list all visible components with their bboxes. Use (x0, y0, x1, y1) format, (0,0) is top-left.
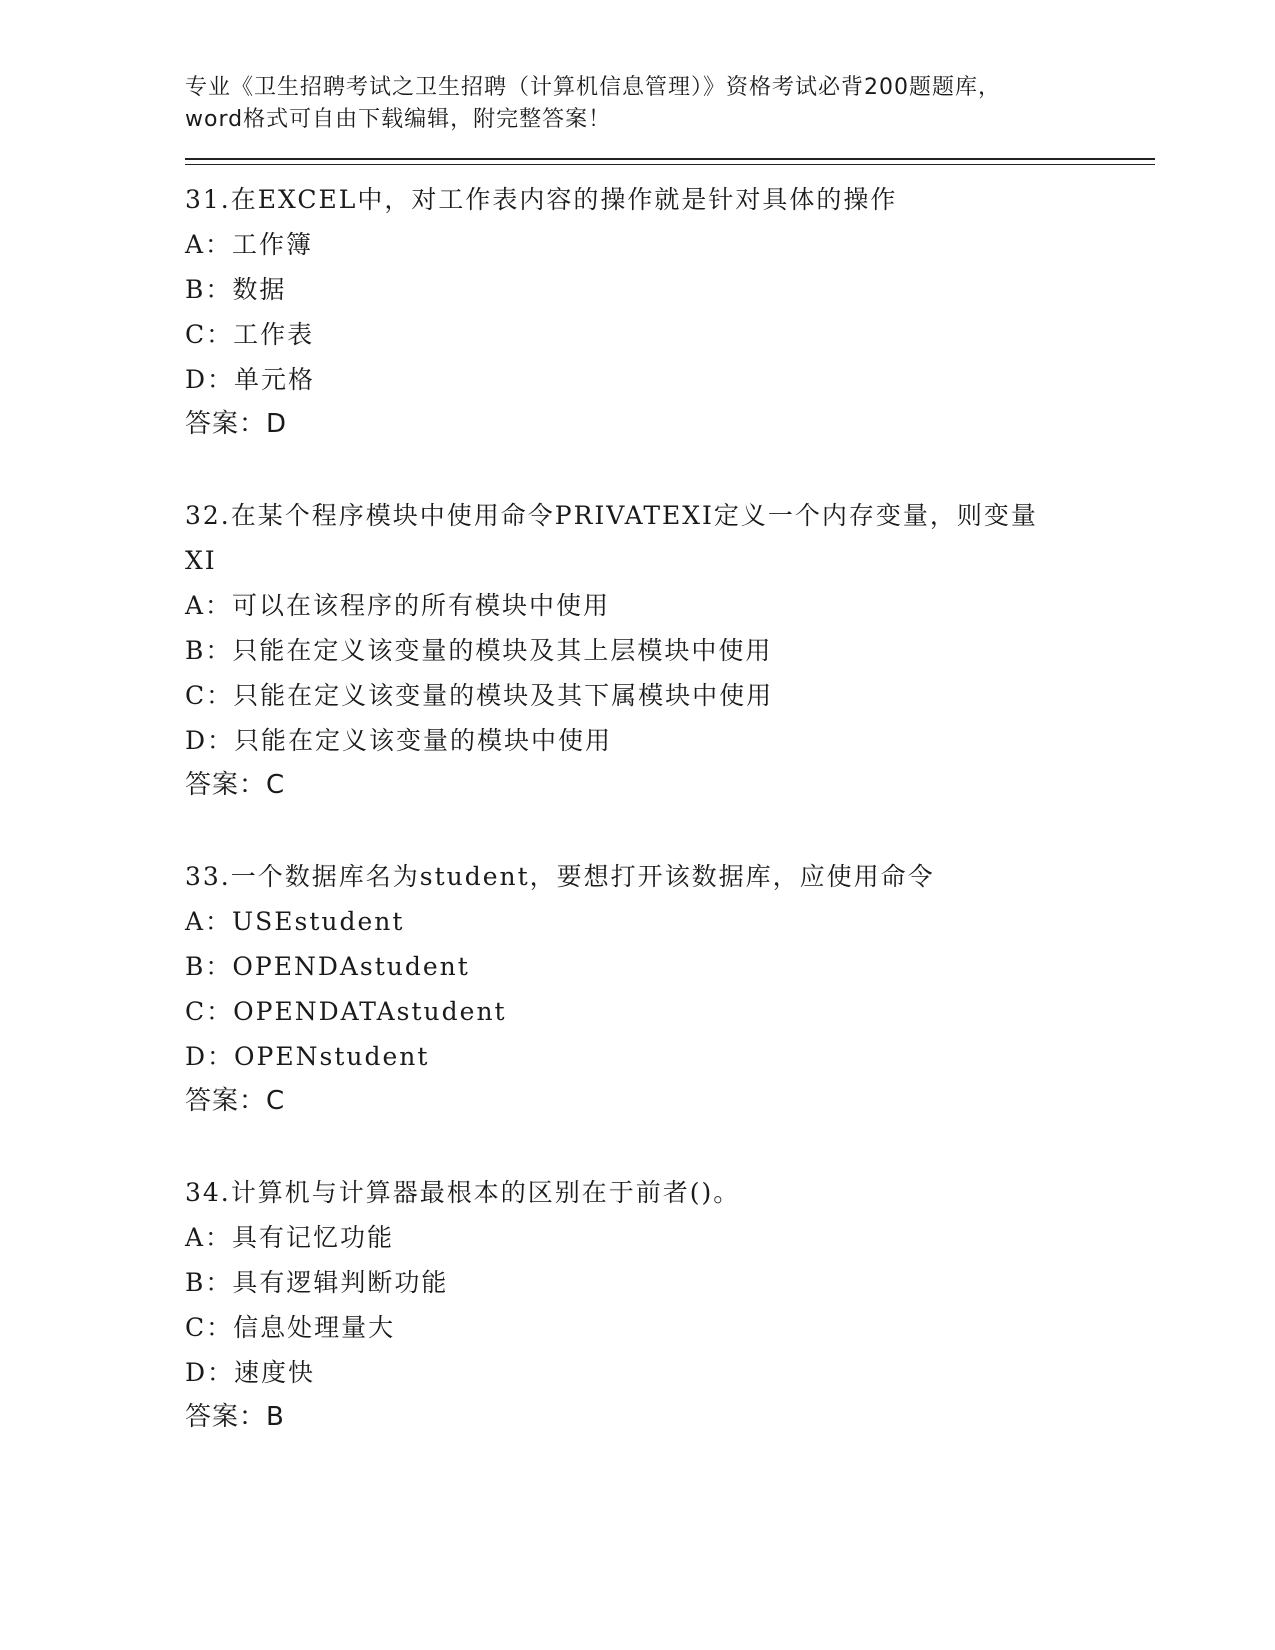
question-31 (185, 177, 1155, 447)
answer-line: 答案：C (185, 770, 286, 800)
option-a: A：工作簿 (185, 230, 314, 259)
answer-line: 答案：B (185, 1402, 285, 1432)
option-b: B：具有逻辑判断功能 (185, 1268, 449, 1297)
document-page (185, 72, 1155, 1486)
option-a: A：USEstudent (185, 907, 405, 936)
option-b: B：数据 (185, 275, 287, 304)
option-c: C：工作表 (185, 320, 315, 349)
option-b: B：只能在定义该变量的模块及其上层模块中使用 (185, 636, 773, 665)
question-stem: 32.在某个程序模块中使用命令PRIVATEXI定义一个内存变量，则变量XI (185, 501, 1038, 575)
option-c: C：信息处理量大 (185, 1313, 396, 1342)
question-list (185, 177, 1155, 1440)
header-line-2: word格式可自由下载编辑，附完整答案！ (185, 107, 612, 132)
question-34 (185, 1170, 1155, 1440)
option-d: D：速度快 (185, 1358, 316, 1387)
answer-line: 答案：C (185, 1086, 286, 1116)
option-b: B：OPENDAstudent (185, 952, 470, 981)
option-c: C：只能在定义该变量的模块及其下属模块中使用 (185, 681, 774, 710)
option-d: D：OPENstudent (185, 1042, 430, 1071)
question-stem: 34.计算机与计算器最根本的区别在于前者()。 (185, 1178, 741, 1207)
question-33 (185, 854, 1155, 1124)
option-c: C：OPENDATAstudent (185, 997, 507, 1026)
header-divider (185, 158, 1155, 165)
option-d: D：单元格 (185, 365, 316, 394)
question-stem: 31.在EXCEL中，对工作表内容的操作就是针对具体的操作 (185, 185, 898, 214)
header-line-1: 专业《卫生招聘考试之卫生招聘（计算机信息管理）》资格考试必背200题题库， (185, 75, 1001, 100)
option-d: D：只能在定义该变量的模块中使用 (185, 726, 613, 755)
question-32 (185, 493, 1155, 808)
question-stem: 33.一个数据库名为student，要想打开该数据库，应使用命令 (185, 862, 935, 891)
answer-line: 答案：D (185, 409, 288, 439)
document-header (185, 72, 1155, 136)
option-a: A：具有记忆功能 (185, 1223, 395, 1252)
option-a: A：可以在该程序的所有模块中使用 (185, 591, 611, 620)
